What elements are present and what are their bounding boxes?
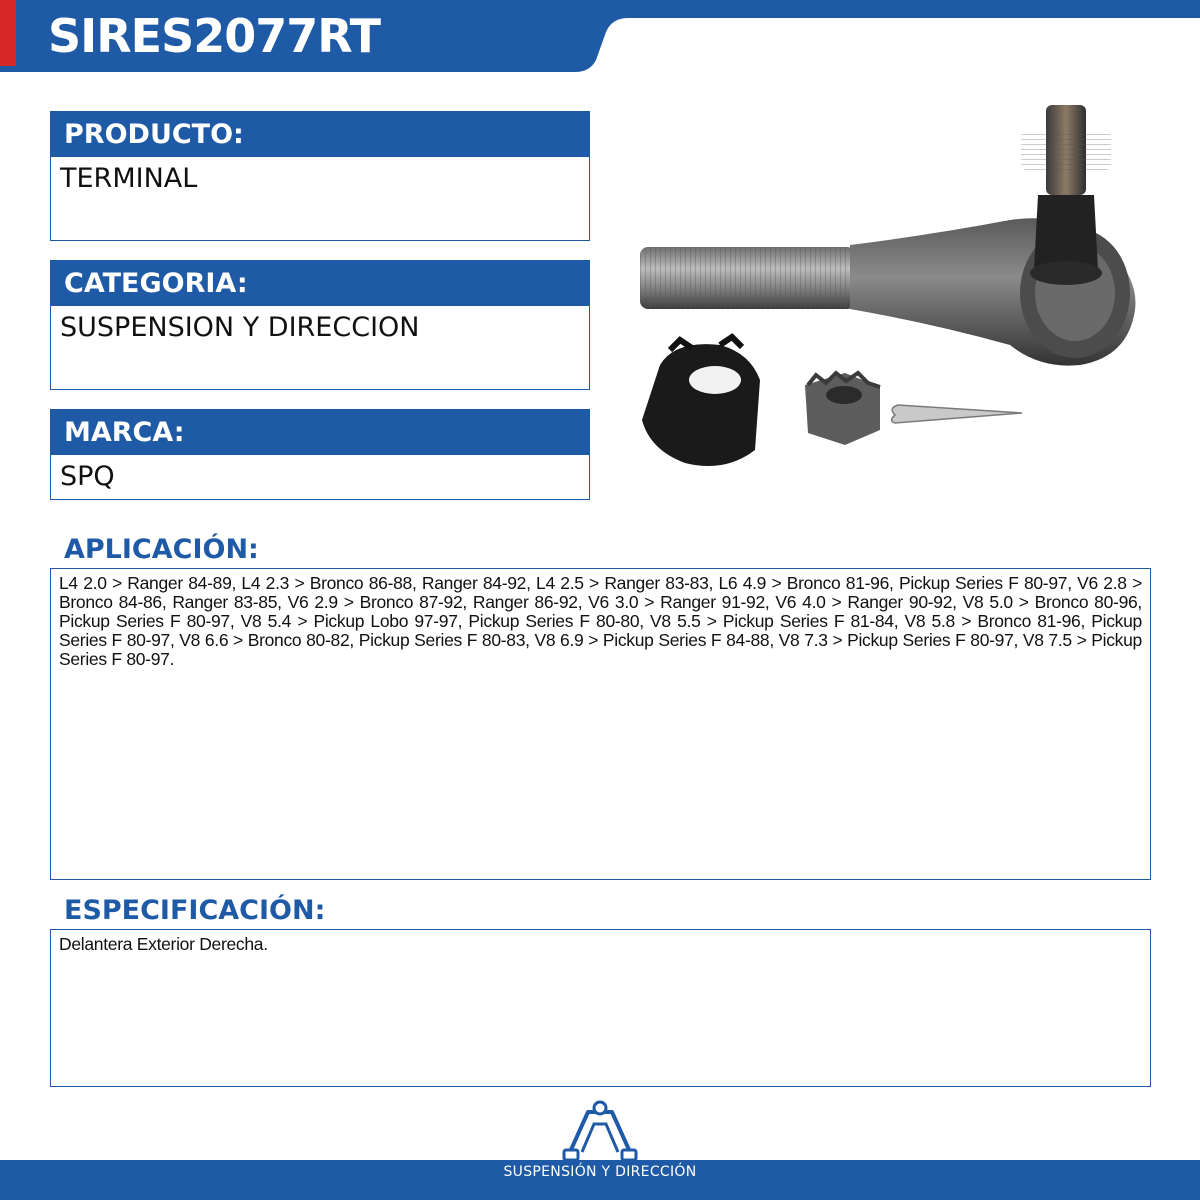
category-value: SUSPENSION Y DIRECCION — [60, 312, 420, 343]
brand-value: SPQ — [60, 461, 115, 492]
tie-rod-end-photo — [630, 95, 1150, 495]
category-label: CATEGORIA: — [50, 260, 590, 306]
footer-label: SUSPENSIÓN Y DIRECCIÓN — [503, 1164, 697, 1180]
product-value: TERMINAL — [60, 163, 198, 194]
brand-label: MARCA: — [50, 409, 590, 455]
application-title: APLICACIÓN: — [64, 534, 259, 565]
product-label: PRODUCTO: — [50, 111, 590, 157]
application-text: L4 2.0 > Ranger 84-89, L4 2.3 > Bronco 86-88, Ranger 84-92, L4 2.5 > Ranger 83-83, L6 4.9 > Bronco 81-96, Pickup Series F 80-97, V6 2.8 > Bronco 84-86, Ranger 83-85, V6 2.9 > Bronco 87-92, Ranger 86-92, V6 3.0 > Ranger 91-92, V6 4.0 > Ranger 90-92, V8 5.0 > Bronco 80-96, Pickup Series F 80-97, V8 5.4 > Pickup Lobo 97-97, Pickup Series F 80-80, V8 5.5 > Pickup Series F 81-84, V8 5.8 > Bronco 81-96, Pickup Series F 80-97, V8 6.6 > Bronco 80-82, Pickup Series F 80-83, V8 6.9 > Pickup Series F 84-88, V8 7.3 > Pickup Series F 80-97, V8 7.5 > Pickup Series F 80-97. — [50, 568, 1151, 880]
specification-text: Delantera Exterior Derecha. — [50, 929, 1151, 1087]
specification-title: ESPECIFICACIÓN: — [64, 895, 326, 926]
product-sku-title: SIRES2077RT — [48, 9, 380, 63]
control-arm-icon — [562, 1100, 638, 1162]
